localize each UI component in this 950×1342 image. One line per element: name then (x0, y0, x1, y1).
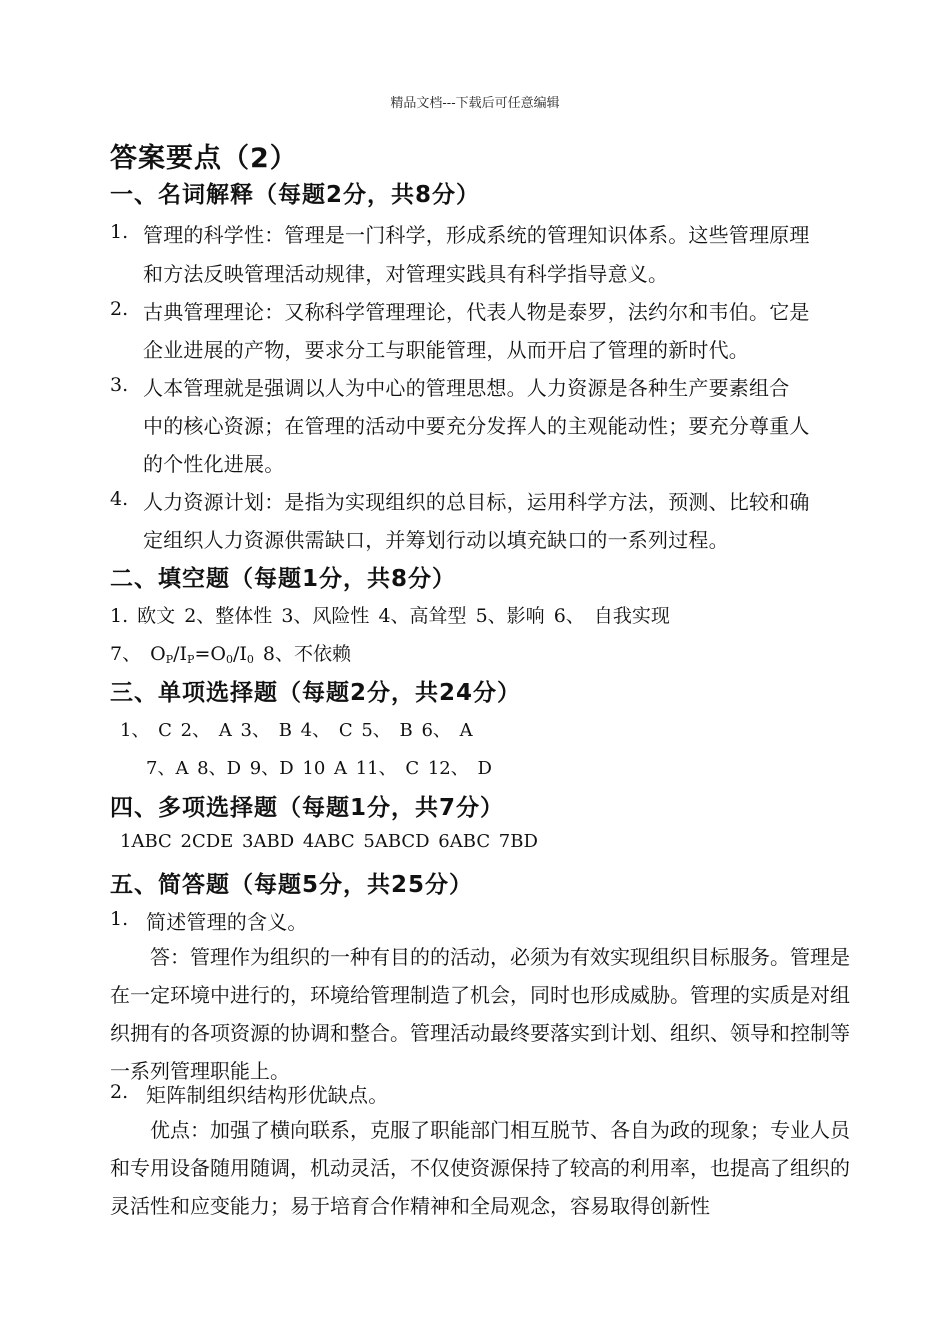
section-heading-5: 五、简答题（每题5分，共25分） (110, 872, 474, 898)
answer-paragraph: 答：管理作为组织的一种有目的的活动，必须为有效实现组织目标服务。管理是在一定环境中进行的，环境给管理制造了机会，同时也形成威胁。管理的实质是对组织拥有的各项资源的协调和整合。管理活动最终要落实到计划、组织、领导和控制等一系列管理职能上。 (110, 945, 850, 1083)
page-header: 精品文档---下载后可任意编辑 (390, 96, 560, 111)
fill-answers-row-2: 7、 $O_P/I_P=O_0/I_0$ 8、不依赖 (110, 643, 352, 666)
item-number: 4. (110, 488, 129, 510)
single-choice-answers-row-2: 7、A 8、D 9、D 10 A 11、 C 12、 D (146, 758, 492, 779)
answer-paragraph: 优点：加强了横向联系，克服了职能部门相互脱节、各自为政的现象；专业人员和专用设备随用随调，机动灵活，不仅使资源保持了较高的利用率，也提高了组织的灵活性和应变能力；易于培育合作精神和全局观念，容易取得创新性 (110, 1118, 850, 1218)
item-line: 中的核心资源；在管理的活动中要充分发挥人的主观能动性；要充分尊重人 (143, 414, 810, 438)
item-number: 2. (110, 298, 129, 320)
document-title: 答案要点（2） (110, 143, 298, 174)
item-line: 管理的科学性：管理是一门科学，形成系统的管理知识体系。这些管理原理 (143, 223, 810, 247)
question-text: 矩阵制组织结构形优缺点。 (146, 1083, 389, 1107)
fill-answers-row-1: 1. 欧文 2、整体性 3、风险性 4、高耸型 5、影响 6、 自我实现 (110, 605, 670, 627)
section-heading-3: 三、单项选择题（每题2分，共24分） (110, 680, 522, 706)
item-line: 定组织人力资源供需缺口，并筹划行动以填充缺口的一系列过程。 (143, 528, 729, 552)
item-line: 的个性化进展。 (143, 452, 285, 476)
item-line: 古典管理理论：又称科学管理理论，代表人物是泰罗，法约尔和韦伯。它是 (143, 300, 810, 324)
item-line: 企业进展的产物，要求分工与职能管理，从而开启了管理的新时代。 (143, 338, 749, 362)
question-text: 简述管理的含义。 (146, 910, 308, 934)
single-choice-answers-row-1: 1、 C 2、 A 3、 B 4、 C 5、 B 6、 A (120, 720, 473, 741)
item-number: 1. (110, 221, 129, 243)
question-number: 2. (110, 1081, 129, 1103)
item-line: 人力资源计划：是指为实现组织的总目标，运用科学方法，预测、比较和确 (143, 490, 810, 514)
question-number: 1. (110, 908, 129, 930)
item-line: 和方法反映管理活动规律，对管理实践具有科学指导意义。 (143, 262, 669, 286)
section-heading-1: 一、名词解释（每题2分，共8分） (110, 182, 481, 208)
item-line: 人本管理就是强调以人为中心的管理思想。人力资源是各种生产要素组合 (143, 376, 790, 400)
multi-choice-answers-row: 1ABC 2CDE 3ABD 4ABC 5ABCD 6ABC 7BD (120, 831, 538, 852)
item-number: 3. (110, 374, 129, 396)
section-heading-2: 二、填空题（每题1分，共8分） (110, 566, 457, 592)
section-heading-4: 四、多项选择题（每题1分，共7分） (110, 795, 505, 821)
